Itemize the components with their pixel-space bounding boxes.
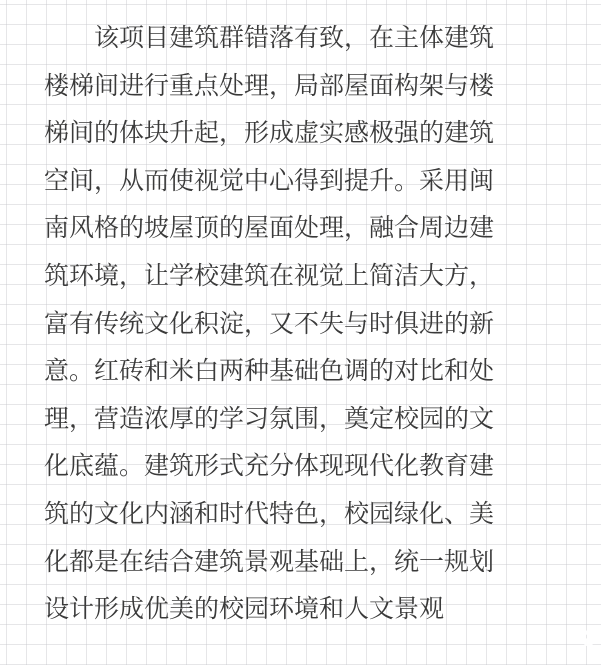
paragraph-line-3: 梯间的体块升起，形成虚实感极强的建筑 (44, 118, 495, 148)
paragraph-line-5: 南风格的坡屋顶的屋面处理，融合周边建 (44, 213, 495, 243)
paragraph-line-9: 理，营造浓厚的学习氛围，奠定校园的文 (44, 403, 495, 433)
paragraph-line-11: 筑的文化内涵和时代特色，校园绿化、美 (44, 498, 495, 528)
article-body (44, 14, 568, 633)
paragraph-line-7: 富有传统文化积淀，又不失与时俱进的新 (44, 308, 495, 338)
paw-logo-icon (577, 628, 599, 650)
paragraph-line-1: 该项目建筑群错落有致，在主体建筑 (94, 23, 495, 52)
paragraph-line-8: 意。红砖和米白两种基础色调的对比和处 (44, 356, 495, 386)
paragraph-line-12: 化都是在结合建筑景观基础上，统一规划 (44, 546, 495, 576)
paragraph-line-4: 空间，从而使视觉中心得到提升。采用闽 (44, 165, 495, 195)
paragraph-line-13: 设计形成优美的校园环境和人文景观 (44, 594, 445, 624)
watermark (481, 619, 599, 659)
paragraph-line-2: 楼梯间进行重点处理，局部屋面构架与楼 (44, 70, 495, 100)
paragraph-line-6: 筑环境，让学校建筑在视觉上简洁大方， (44, 260, 495, 290)
paragraph-line-10: 化底蕴。建筑形式充分体现现代化教育建 (44, 451, 495, 481)
